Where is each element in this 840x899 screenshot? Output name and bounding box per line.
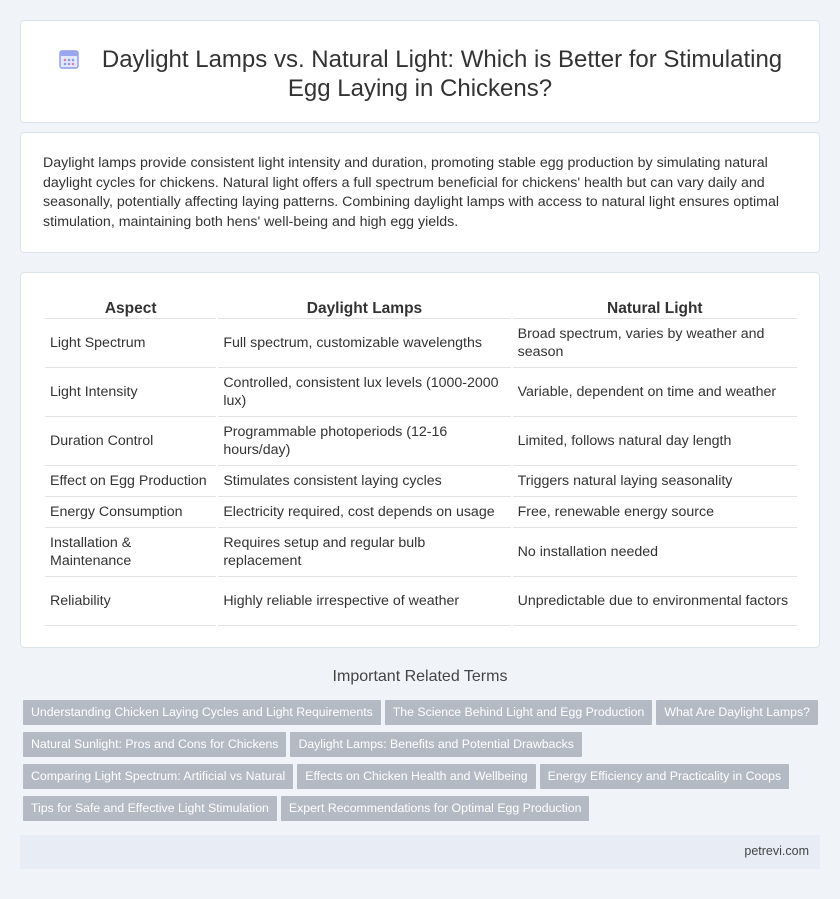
cell-natural: Variable, dependent on time and weather xyxy=(513,368,797,417)
cell-daylight: Full spectrum, customizable wavelengths xyxy=(218,319,510,368)
related-terms-list xyxy=(23,700,810,828)
related-term-tag[interactable]: Tips for Safe and Effective Light Stimulation xyxy=(23,796,277,821)
cell-daylight: Programmable photoperiods (12-16 hours/day) xyxy=(218,417,510,466)
cell-natural: Limited, follows natural day length xyxy=(513,417,797,466)
page-title xyxy=(21,45,819,103)
table-row xyxy=(45,368,797,417)
cell-aspect: Light Intensity xyxy=(45,368,216,417)
cell-aspect: Light Spectrum xyxy=(45,319,216,368)
cell-daylight: Highly reliable irrespective of weather xyxy=(218,577,510,626)
calendar-icon xyxy=(58,48,80,70)
cell-daylight: Requires setup and regular bulb replacement xyxy=(218,528,510,577)
header-aspect: Aspect xyxy=(45,297,216,319)
cell-natural: Unpredictable due to environmental factors xyxy=(513,577,797,626)
related-term-tag[interactable]: Understanding Chicken Laying Cycles and Light Requirements xyxy=(23,700,381,725)
cell-natural: Free, renewable energy source xyxy=(513,497,797,528)
comparison-table xyxy=(43,297,799,626)
table-row xyxy=(45,577,797,626)
table-row xyxy=(45,497,797,528)
cell-aspect: Energy Consumption xyxy=(45,497,216,528)
related-term-tag[interactable]: What Are Daylight Lamps? xyxy=(656,700,818,725)
table-row xyxy=(45,528,797,577)
cell-aspect: Reliability xyxy=(45,577,216,626)
related-term-tag[interactable]: Natural Sunlight: Pros and Cons for Chickens xyxy=(23,732,286,757)
cell-daylight: Electricity required, cost depends on usage xyxy=(218,497,510,528)
related-term-tag[interactable]: The Science Behind Light and Egg Production xyxy=(385,700,653,725)
cell-aspect: Effect on Egg Production xyxy=(45,466,216,497)
comparison-table-card xyxy=(20,272,820,648)
related-term-tag[interactable]: Effects on Chicken Health and Wellbeing xyxy=(297,764,535,789)
title-line-1: Daylight Lamps vs. Natural Light: Which is Better for Stimulating xyxy=(101,46,783,73)
title-line-2: Egg Laying in Chickens? xyxy=(287,75,553,102)
footer-site-link[interactable]: petrevi.com xyxy=(744,844,809,858)
table-header-row xyxy=(45,297,797,319)
cell-natural: No installation needed xyxy=(513,528,797,577)
related-term-tag[interactable]: Energy Efficiency and Practicality in Coops xyxy=(540,764,790,789)
cell-aspect: Duration Control xyxy=(45,417,216,466)
table-row xyxy=(45,319,797,368)
cell-daylight: Controlled, consistent lux levels (1000-2000 lux) xyxy=(218,368,510,417)
cell-natural: Broad spectrum, varies by weather and season xyxy=(513,319,797,368)
related-term-tag[interactable]: Daylight Lamps: Benefits and Potential Drawbacks xyxy=(290,732,581,757)
header-natural-light: Natural Light xyxy=(513,297,797,319)
cell-aspect: Installation & Maintenance xyxy=(45,528,216,577)
related-term-tag[interactable]: Comparing Light Spectrum: Artificial vs Natural xyxy=(23,764,293,789)
cell-natural: Triggers natural laying seasonality xyxy=(513,466,797,497)
related-terms-title: Important Related Terms xyxy=(332,668,508,685)
intro-card xyxy=(20,132,820,253)
header-daylight-lamps: Daylight Lamps xyxy=(218,297,510,319)
cell-daylight: Stimulates consistent laying cycles xyxy=(218,466,510,497)
table-row xyxy=(45,417,797,466)
table-row xyxy=(45,466,797,497)
related-term-tag[interactable]: Expert Recommendations for Optimal Egg Production xyxy=(281,796,590,821)
intro-paragraph: Daylight lamps provide consistent light intensity and duration, promoting stable egg production by simulating natural daylight cycles for chickens. Natural light offers a full spectrum beneficial for chickens' health but can vary daily and seasonally, potentially affecting laying patterns. Combining daylight lamps with access to natural light ensures optimal stimulation, maintaining both hens' well-being and high egg yields. xyxy=(43,155,780,230)
footer xyxy=(20,835,820,869)
title-card xyxy=(20,20,820,123)
